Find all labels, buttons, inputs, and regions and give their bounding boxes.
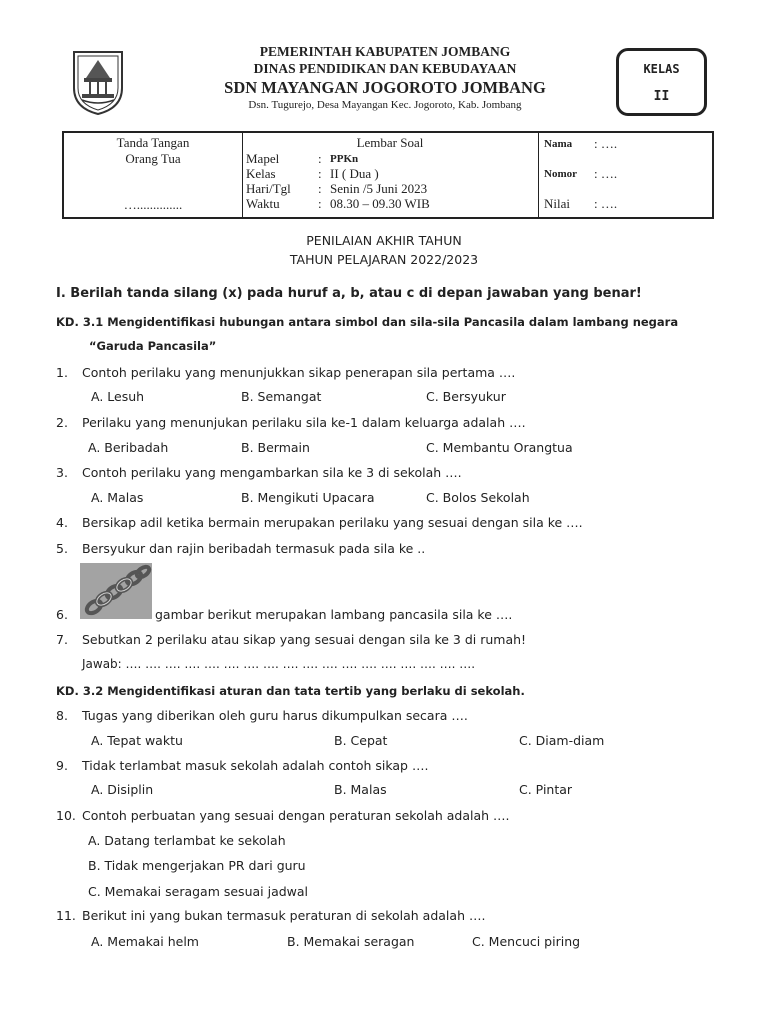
option-a[interactable]: A. Datang terlambat ke sekolah xyxy=(88,833,286,848)
student-info-cell xyxy=(538,133,712,217)
option-a[interactable]: A. Beribadah xyxy=(88,440,169,455)
question-number: 2. xyxy=(56,415,68,430)
exam-year: TAHUN PELAJARAN 2022/2023 xyxy=(289,252,479,267)
answer-line[interactable]: Jawab: …. …. …. …. …. …. …. …. …. …. …. …. …. …. …. …. …. …. xyxy=(82,657,476,671)
signature-label: Tanda Tangan xyxy=(116,135,190,150)
nama-label: Nama xyxy=(544,138,573,150)
question-text: Tugas yang diberikan oleh guru harus dikumpulkan secara …. xyxy=(82,708,468,723)
mapel-label: Mapel xyxy=(246,151,280,166)
nama-field[interactable]: : …. xyxy=(594,136,618,151)
kelas-sep: : xyxy=(318,166,322,181)
kd-3-2-heading: KD. 3.2 Mengidentifikasi aturan dan tata tertib yang berlaku di sekolah. xyxy=(56,684,525,698)
parent-signature-cell xyxy=(64,133,243,217)
kelas-value: II ( Dua ) xyxy=(330,166,379,181)
exam-title: PENILAIAN AKHIR TAHUN xyxy=(306,233,462,248)
option-c[interactable]: C. Bolos Sekolah xyxy=(426,490,530,505)
question-number: 11. xyxy=(56,908,76,923)
question-text: Berikut ini yang bukan termasuk peraturan di sekolah adalah …. xyxy=(82,908,486,923)
date-sep: : xyxy=(318,181,322,196)
question-number: 6. xyxy=(56,607,68,622)
question-text: Bersikap adil ketika bermain merupakan perilaku yang sesuai dengan sila ke …. xyxy=(82,515,583,530)
question-number: 3. xyxy=(56,465,68,480)
sheet-title: Lembar Soal xyxy=(356,135,424,150)
letterhead-line-2: DINAS PENDIDIKAN DAN KEBUDAYAAN xyxy=(253,61,517,76)
regency-logo xyxy=(68,48,128,116)
option-a[interactable]: A. Lesuh xyxy=(91,389,145,404)
question-number: 9. xyxy=(56,758,68,773)
option-b[interactable]: B. Mengikuti Upacara xyxy=(241,490,375,505)
mapel-value: PPKn xyxy=(330,153,359,165)
school-address: Dsn. Tugurejo, Desa Mayangan Kec. Jogoroto, Kab. Jombang xyxy=(248,99,522,111)
option-b[interactable]: B. Tidak mengerjakan PR dari guru xyxy=(88,858,306,873)
question-text: Tidak terlambat masuk sekolah adalah contoh sikap …. xyxy=(82,758,429,773)
class-box-label: KELAS xyxy=(643,62,680,76)
nomor-field[interactable]: : …. xyxy=(594,166,618,181)
question-text: Sebutkan 2 perilaku atau sikap yang sesuai dengan sila ke 3 di rumah! xyxy=(82,632,527,647)
question-text: Contoh perilaku yang menunjukkan sikap penerapan sila pertama …. xyxy=(82,365,516,380)
question-text: Contoh perilaku yang mengambarkan sila ke 3 di sekolah …. xyxy=(82,465,462,480)
class-box xyxy=(616,48,707,116)
date-value: Senin /5 Juni 2023 xyxy=(330,181,428,196)
option-b[interactable]: B. Malas xyxy=(334,782,387,797)
kelas-label: Kelas xyxy=(246,166,276,181)
option-b[interactable]: B. Semangat xyxy=(241,389,322,404)
subject-info-cell xyxy=(242,133,539,217)
option-c[interactable]: C. Diam-diam xyxy=(519,733,605,748)
signature-line[interactable]: ….............. xyxy=(123,197,183,212)
option-c[interactable]: C. Bersyukur xyxy=(426,389,506,404)
date-label: Hari/Tgl xyxy=(246,181,291,196)
option-a[interactable]: A. Memakai helm xyxy=(91,934,199,949)
signature-label-2: Orang Tua xyxy=(125,151,181,166)
question-text: gambar berikut merupakan lambang pancasila sila ke …. xyxy=(155,607,513,622)
question-text: Bersyukur dan rajin beribadah termasuk pada sila ke .. xyxy=(82,541,426,556)
nilai-field[interactable]: : …. xyxy=(594,196,618,211)
option-c[interactable]: C. Membantu Orangtua xyxy=(426,440,573,455)
question-number: 10. xyxy=(56,808,76,823)
option-a[interactable]: A. Malas xyxy=(91,490,144,505)
time-label: Waktu xyxy=(246,196,280,211)
question-text: Contoh perbuatan yang sesuai dengan peraturan sekolah adalah …. xyxy=(82,808,510,823)
option-b[interactable]: B. Memakai seragan xyxy=(287,934,415,949)
question-number: 4. xyxy=(56,515,68,530)
question-number: 7. xyxy=(56,632,68,647)
school-name: SDN MAYANGAN JOGOROTO JOMBANG xyxy=(224,78,546,97)
time-value: 08.30 – 09.30 WIB xyxy=(330,196,430,211)
option-c[interactable]: C. Pintar xyxy=(519,782,573,797)
mapel-sep: : xyxy=(318,151,322,166)
time-sep: : xyxy=(318,196,322,211)
option-b[interactable]: B. Bermain xyxy=(241,440,310,455)
option-a[interactable]: A. Tepat waktu xyxy=(91,733,183,748)
option-c[interactable]: C. Memakai seragam sesuai jadwal xyxy=(88,884,309,899)
section-instruction: I. Berilah tanda silang (x) pada huruf a, b, atau c di depan jawaban yang benar! xyxy=(56,286,642,301)
option-c[interactable]: C. Mencuci piring xyxy=(472,934,581,949)
nomor-label: Nomor xyxy=(544,168,577,180)
nilai-label: Nilai xyxy=(544,196,570,211)
kd-3-1-heading-cont: “Garuda Pancasila” xyxy=(89,339,217,353)
class-box-value: II xyxy=(653,89,670,104)
option-b[interactable]: B. Cepat xyxy=(334,733,388,748)
letterhead-line-1: PEMERINTAH KABUPATEN JOMBANG xyxy=(259,44,511,59)
question-text: Perilaku yang menunjukan perilaku sila ke-1 dalam keluarga adalah …. xyxy=(82,415,526,430)
exam-info-table xyxy=(62,131,714,219)
option-a[interactable]: A. Disiplin xyxy=(91,782,154,797)
kd-3-1-heading: KD. 3.1 Mengidentifikasi hubungan antara simbol dan sila-sila Pancasila dalam lambang negara xyxy=(56,315,679,329)
question-number: 1. xyxy=(56,365,68,380)
question-number: 5. xyxy=(56,541,68,556)
chain-icon xyxy=(80,563,152,619)
question-number: 8. xyxy=(56,708,68,723)
